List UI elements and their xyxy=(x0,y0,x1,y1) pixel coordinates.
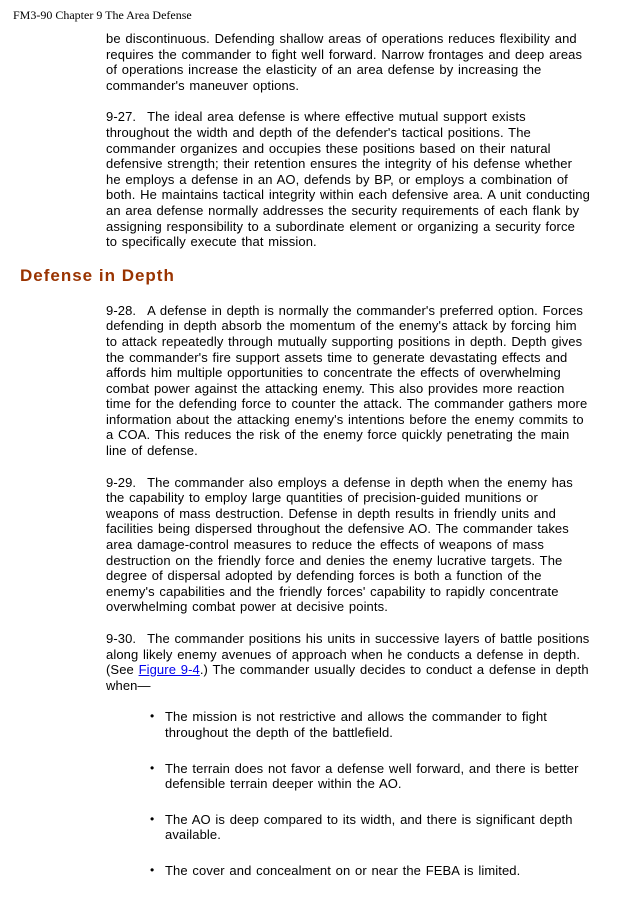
bullet-icon: • xyxy=(150,760,155,775)
bullet-icon: • xyxy=(150,709,155,724)
section-heading-defense-in-depth: Defense in Depth xyxy=(20,265,175,285)
decision-criteria-list xyxy=(106,709,590,878)
list-item-text: The AO is deep compared to its width, and there is significant depth available. xyxy=(165,811,573,843)
paragraph-intro xyxy=(106,31,590,93)
list-item-text: The terrain does not favor a defense well forward, and there is better defensible terrain deeper within the AO. xyxy=(165,760,579,792)
list-item xyxy=(150,812,590,843)
paragraph-text: The ideal area defense is where effective mutual support exists throughout the width and depth of the defender's tactical positions. The commander organizes and occupies these positions based on their natural defensive strength; their retention ensures the integrity of his defense whether he employs a defense in an AO, defends by BP, or employs a combination of both. He maintains tactical integrity within each defensive area. A unit conducting an area defense normally addresses the security requirements of each flank by assigning responsibility to a subordinate element or organizing a security force to specifically execute that mission. xyxy=(106,109,590,250)
paragraph-number: 9-27. xyxy=(106,109,137,125)
list-item-text: The cover and concealment on or near the FEBA is limited. xyxy=(165,862,521,878)
list-item xyxy=(150,709,590,740)
paragraph-text: A defense in depth is normally the commander's preferred option. Forces defending in depth absorb the momentum of the enemy's attack by forcing him to attack repeatedly through mutually supporting positions in depth. Depth gives the commander's fire support assets time to generate devastating effects and affords him multiple opportunities to concentrate the effects of overwhelming combat power against the attacking enemy. This also provides more reaction time for the defending force to counter the attack. The commander gathers more information about the attacking enemy's intentions before the enemy commits to a COA. This reduces the risk of the enemy force quickly penetrating the main line of defense. xyxy=(106,302,588,459)
paragraph-text: The commander positions his units in successive layers of battle positions along likely enemy avenues of approach when he conducts a defense in depth. (See xyxy=(106,631,590,678)
list-item xyxy=(150,863,590,879)
list-item xyxy=(150,761,590,792)
paragraph-text: be discontinuous. Defending shallow areas of operations reduces flexibility and requires the commander to fight well forward. Narrow frontages and deep areas of operations increase the elasticity of an area defense by increasing the commander's maneuver options. xyxy=(106,31,583,93)
list-item-text: The mission is not restrictive and allows the commander to fight throughout the depth of the battlefield. xyxy=(165,709,547,740)
paragraph-text: The commander also employs a defense in depth when the enemy has the capability to employ large quantities of precision-guided munitions or weapons of mass destruction. Defense in depth results in friendly units and facilities being dispersed throughout the defensive AO. The commander takes area damage-control measures to reduce the effects of weapons of mass destruction on the friendly force and denies the enemy lucrative targets. The degree of dispersal adopted by defending forces is both a function of the enemy's capabilities and the friendly forces' capability to rapidly concentrate overwhelming combat power at decisive points. xyxy=(106,474,573,615)
paragraph-9-30 xyxy=(106,631,590,693)
paragraph-number: 9-29. xyxy=(106,474,137,490)
paragraph-number: 9-30. xyxy=(106,631,137,646)
bullet-icon: • xyxy=(150,811,155,826)
bullet-icon: • xyxy=(150,862,155,877)
figure-9-4-link[interactable]: Figure 9-4 xyxy=(138,662,200,678)
paragraph-number: 9-28. xyxy=(106,302,137,318)
document-header: FM3-90 Chapter 9 The Area Defense xyxy=(13,8,192,22)
document-body xyxy=(20,31,590,879)
paragraph-9-29 xyxy=(106,475,590,615)
paragraph-9-28 xyxy=(106,303,590,459)
paragraph-9-27 xyxy=(106,109,590,249)
paragraph-text: .) The commander usually decides to conduct a defense in depth when— xyxy=(106,662,589,693)
